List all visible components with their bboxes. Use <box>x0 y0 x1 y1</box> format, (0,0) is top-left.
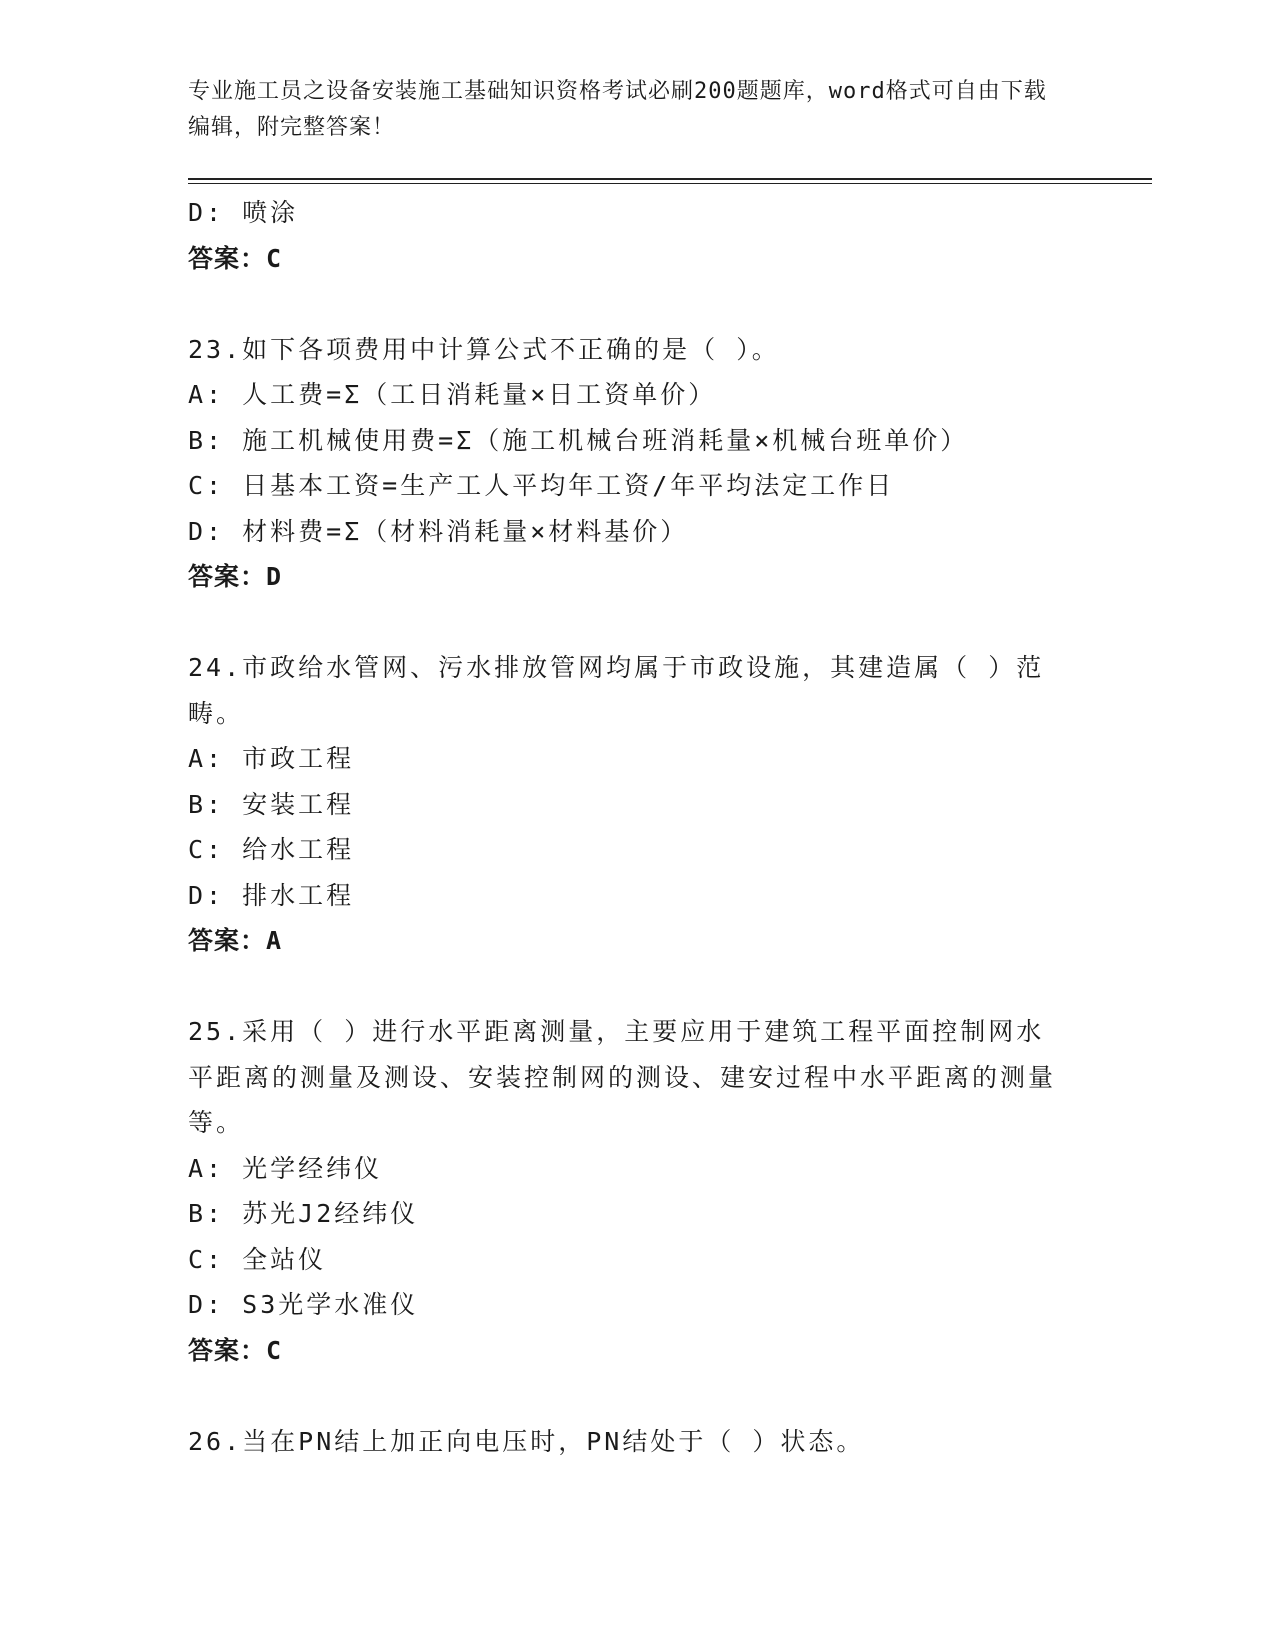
option-a: A: 市政工程 <box>188 744 355 773</box>
option-c: C: 全站仪 <box>188 1244 327 1274</box>
question-26 <box>188 1419 1068 1465</box>
option-b: B: 施工机械使用费=Σ（施工机械台班消耗量×机械台班单价） <box>188 425 969 455</box>
option-b: B: 苏光J2经纬仪 <box>188 1199 419 1228</box>
answer: 答案：C <box>188 1335 283 1365</box>
question-23 <box>188 327 1068 600</box>
answer: 答案：D <box>188 562 283 591</box>
question-text: 24.市政给水管网、污水排放管网均属于市政设施，其建造属（ ）范畴。 <box>188 653 1045 728</box>
spacer <box>188 1373 1068 1419</box>
spacer <box>188 964 1068 1010</box>
option-a: A: 人工费=Σ（工日消耗量×日工资单价） <box>188 380 717 409</box>
option-d: D: 喷涂 <box>188 198 299 227</box>
option-a: A: 光学经纬仪 <box>188 1153 383 1183</box>
question-24 <box>188 645 1068 964</box>
question-text: 23.如下各项费用中计算公式不正确的是（ ）。 <box>188 334 780 364</box>
header-divider-thick <box>188 178 1152 180</box>
question-25 <box>188 1009 1068 1373</box>
option-d: D: 材料费=Σ（材料消耗量×材料基价） <box>188 516 689 546</box>
page-header-title: 专业施工员之设备安装施工基础知识资格考试必刷200题题库，word格式可自由下载编辑，附完整答案！ <box>188 79 1047 140</box>
option-c: C: 日基本工资=生产工人平均年工资/年平均法定工作日 <box>188 471 895 500</box>
question-text: 25.采用（ ）进行水平距离测量，主要应用于建筑工程平面控制网水平距离的测量及测设、安装控制网的测设、建安过程中水平距离的测量等。 <box>188 1017 1057 1137</box>
question-22-tail <box>188 190 1068 281</box>
spacer <box>188 281 1068 327</box>
question-list <box>188 190 1068 1464</box>
header-divider-thin <box>188 183 1152 184</box>
spacer <box>188 600 1068 646</box>
answer: 答案：C <box>188 243 283 273</box>
answer: 答案：A <box>188 926 283 955</box>
option-c: C: 给水工程 <box>188 835 355 864</box>
question-text: 26.当在PN结上加正向电压时，PN结处于（ ）状态。 <box>188 1426 865 1456</box>
option-b: B: 安装工程 <box>188 789 355 819</box>
option-d: D: 排水工程 <box>188 880 355 910</box>
option-d: D: S3光学水准仪 <box>188 1290 419 1319</box>
